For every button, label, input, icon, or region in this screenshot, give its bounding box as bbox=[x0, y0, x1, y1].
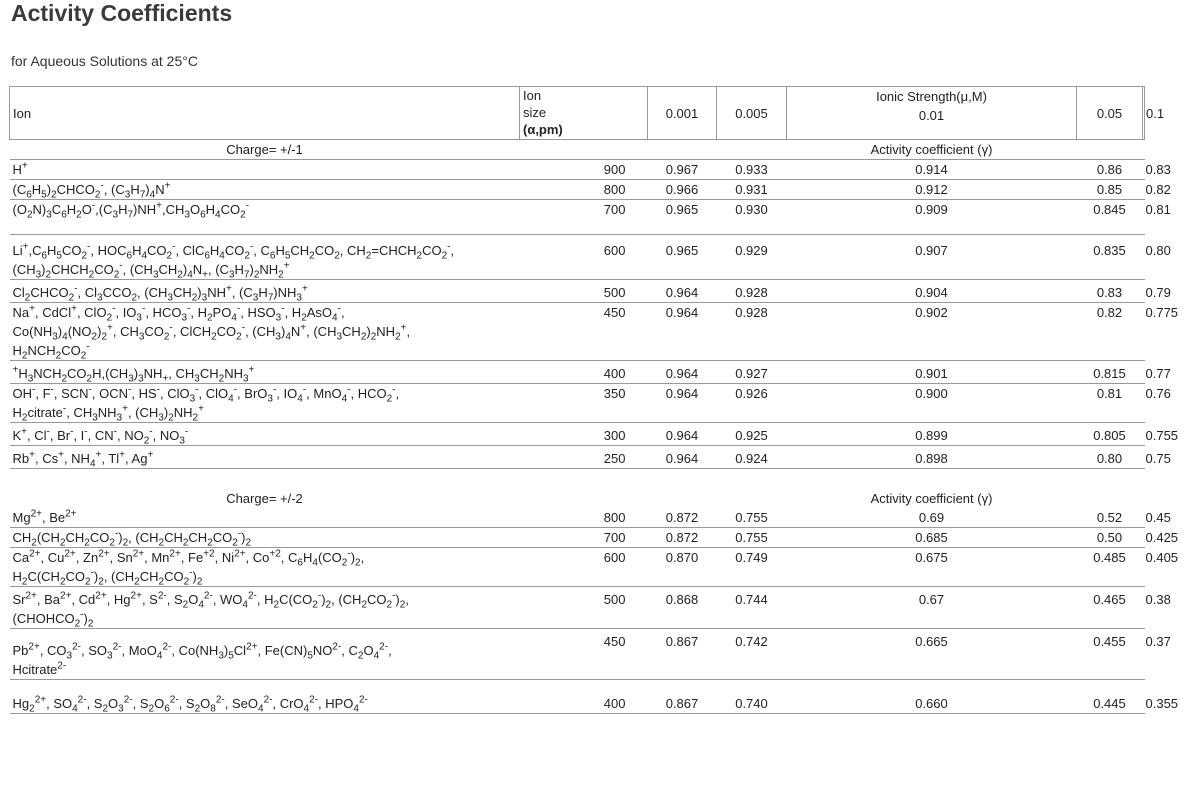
value-cell: 0.909 bbox=[787, 200, 1077, 235]
value-cell: 0.67 bbox=[787, 587, 1077, 629]
value-cell: 0.38 bbox=[1143, 587, 1145, 629]
size-cell: 700 bbox=[520, 528, 648, 548]
value-cell: 0.931 bbox=[717, 180, 787, 200]
size-cell: 500 bbox=[520, 280, 648, 303]
value-cell: 0.902 bbox=[787, 303, 1077, 361]
table-row bbox=[10, 235, 1145, 280]
strength-header-2 bbox=[787, 87, 1077, 140]
table-row bbox=[10, 180, 1145, 200]
value-cell: 0.899 bbox=[787, 423, 1077, 446]
value-cell: 0.901 bbox=[787, 361, 1077, 384]
value-cell: 0.967 bbox=[648, 160, 717, 180]
value-cell: 0.82 bbox=[1077, 303, 1143, 361]
charge1-coef-label: Activity coefficient (γ) bbox=[787, 140, 1077, 160]
table-row bbox=[10, 528, 1145, 548]
value-cell: 0.465 bbox=[1077, 587, 1143, 629]
size-cell: 800 bbox=[520, 508, 648, 528]
strength-header-1: 0.005 bbox=[717, 87, 787, 140]
strength-value-2: 0.01 bbox=[918, 108, 945, 123]
value-cell: 0.355 bbox=[1143, 680, 1145, 714]
value-cell: 0.870 bbox=[648, 548, 717, 587]
strength-header-3: 0.05 bbox=[1077, 87, 1143, 140]
value-cell: 0.964 bbox=[648, 446, 717, 469]
value-cell: 0.964 bbox=[648, 280, 717, 303]
value-cell: 0.925 bbox=[717, 423, 787, 446]
ion-size-header-line1: Ion bbox=[523, 88, 542, 103]
charge2-label: Charge= +/-2 bbox=[226, 491, 303, 506]
ion-cell: $Mg^{2+}$, $Be^{2+}$ bbox=[10, 508, 520, 528]
ion-size-header bbox=[520, 87, 648, 140]
size-cell: 300 bbox=[520, 423, 648, 446]
value-cell: 0.929 bbox=[717, 235, 787, 280]
size-cell: 450 bbox=[520, 629, 648, 680]
ion-cell: OH-, F-, SCN-, OCN-, HS-, ClO$_3$-, ClO$_4$-, BrO$_3$-, $IO_4^-$, MnO$_4$-, $HCO_2^-$, $H_2citrate^-$, $CH_3NH_3^+$, $(CH_3)_2NH_2^+$ bbox=[10, 384, 520, 423]
value-cell: 0.83 bbox=[1077, 280, 1143, 303]
value-cell: 0.405 bbox=[1143, 548, 1145, 587]
value-cell: 0.872 bbox=[648, 528, 717, 548]
size-cell: 600 bbox=[520, 548, 648, 587]
value-cell: 0.86 bbox=[1077, 160, 1143, 180]
value-cell: 0.965 bbox=[648, 235, 717, 280]
value-cell: 0.660 bbox=[787, 680, 1077, 714]
value-cell: 0.912 bbox=[787, 180, 1077, 200]
value-cell: 0.900 bbox=[787, 384, 1077, 423]
value-cell: 0.928 bbox=[717, 280, 787, 303]
value-cell: 0.744 bbox=[717, 587, 787, 629]
value-cell: 0.835 bbox=[1077, 235, 1143, 280]
value-cell: 0.665 bbox=[787, 629, 1077, 680]
value-cell: 0.455 bbox=[1077, 629, 1143, 680]
table-row bbox=[10, 446, 1145, 469]
table-row bbox=[10, 423, 1145, 446]
value-cell: 0.83 bbox=[1143, 160, 1145, 180]
value-cell: 0.755 bbox=[717, 508, 787, 528]
size-cell: 400 bbox=[520, 680, 648, 714]
ion-cell: K+, Cl-, Br-, I-, CN-, $NO_2^-$, $NO_3^-$ bbox=[10, 423, 520, 446]
charge1-label: Charge= +/-1 bbox=[10, 140, 520, 160]
value-cell: 0.928 bbox=[717, 303, 787, 361]
value-cell: 0.964 bbox=[648, 384, 717, 423]
value-cell: 0.685 bbox=[787, 528, 1077, 548]
value-cell: 0.898 bbox=[787, 446, 1077, 469]
value-cell: 0.914 bbox=[787, 160, 1077, 180]
value-cell: 0.868 bbox=[648, 587, 717, 629]
size-cell: 900 bbox=[520, 160, 648, 180]
ion-cell: $CH_2(CH_2CH_2CO_2^-)_2$, $(CH_2CH_2CH_2CO_2^-)_2$ bbox=[10, 528, 520, 548]
value-cell: 0.37 bbox=[1143, 629, 1145, 680]
value-cell: 0.52 bbox=[1077, 508, 1143, 528]
ion-cell: $Pb^{2+}$, $CO_3^{2-}$, $SO_3^{2-}$, MoO$_4^{2-}$, $Co(NH_3)_5Cl^{2+}$, $Fe(CN)_5NO^{2-}$, $C_2O_4^{2-}$, Hcitrate$^{2-}$ bbox=[10, 629, 520, 680]
strength-header-0: 0.001 bbox=[648, 87, 717, 140]
value-cell: 0.425 bbox=[1143, 528, 1145, 548]
page-title: Activity Coefficients bbox=[11, 0, 233, 26]
size-cell: 500 bbox=[520, 587, 648, 629]
ion-cell: $(O_2N)_3C_6H_2O^-,(C_3H_7)NH^+,CH_3O_6H_4CO_2^-$ bbox=[10, 200, 520, 235]
ion-cell: $Cl_2CHCO_2^-$, $Cl_3CCO_2$, $(CH_3CH_2)_3NH^+$, $(C_3H_7)NH_3^+$ bbox=[10, 280, 520, 303]
size-cell: 600 bbox=[520, 235, 648, 280]
ion-cell: $Hg_2^{2+}$, $SO_4^{2-}$, $S_2O_3^{2-}$, $S_2O_6^{2-}$, $S_2O_8^{2-}$, SeO$_4^{2-}$, CrO$_4^{2-}$, $HPO_4^{2-}$ bbox=[10, 680, 520, 714]
page-subtitle: for Aqueous Solutions at 25°C bbox=[11, 53, 198, 69]
ion-cell: $Ca^{2+}$, $Cu^{2+}$, $Zn^{2+}$, $Sn^{2+}$, $Mn^{2+}$, $Fe^{+2}$, $Ni^{2+}$, $Co^{+2}$, $C_6H_4(CO_2^-)_2$, $H_2C(CH_2CO_2^-)_2$, $(CH_2CH_2CO_2^-)_2$ bbox=[10, 548, 520, 587]
table-row bbox=[10, 548, 1145, 587]
charge1-label-row bbox=[10, 140, 1145, 160]
value-cell: 0.81 bbox=[1143, 200, 1145, 235]
value-cell: 0.755 bbox=[717, 528, 787, 548]
ion-cell: $Li^+,C_6H_5CO_2^-$, $HOC_6H_4CO_2^-$, $ClC_6H_4CO_2^-$, $C_6H_5CH_2CO_2$, $CH_2=CHCH_2CO_2^-$, $(CH_3)_2CHCH_2CO_2^-$, $(CH_3CH_2)_4N_+$, $(C_3H_7)_2NH_2^+$ bbox=[10, 235, 520, 280]
charge2-coef-label: Activity coefficient (γ) bbox=[870, 491, 993, 506]
value-cell: 0.872 bbox=[648, 508, 717, 528]
ion-header: Ion bbox=[10, 87, 520, 140]
table-row bbox=[10, 361, 1145, 384]
value-cell: 0.69 bbox=[787, 508, 1077, 528]
table-row bbox=[10, 280, 1145, 303]
ion-size-header-line3: (α,pm) bbox=[523, 122, 563, 137]
ion-cell: Rb+, Cs+, $NH_4^+$, Tl+, Ag+ bbox=[10, 446, 520, 469]
value-cell: 0.775 bbox=[1143, 303, 1145, 361]
value-cell: 0.964 bbox=[648, 423, 717, 446]
table-row bbox=[10, 384, 1145, 423]
value-cell: 0.867 bbox=[648, 680, 717, 714]
value-cell: 0.81 bbox=[1077, 384, 1143, 423]
value-cell: 0.77 bbox=[1143, 361, 1145, 384]
size-cell: 400 bbox=[520, 361, 648, 384]
value-cell: 0.964 bbox=[648, 361, 717, 384]
value-cell: 0.740 bbox=[717, 680, 787, 714]
value-cell: 0.485 bbox=[1077, 548, 1143, 587]
size-cell: 350 bbox=[520, 384, 648, 423]
activity-table bbox=[9, 86, 1179, 715]
table-row bbox=[10, 303, 1145, 361]
value-cell: 0.82 bbox=[1143, 180, 1145, 200]
charge2-label-row bbox=[10, 469, 1145, 509]
table-header bbox=[10, 87, 1145, 140]
ion-cell: Na+, CdCl+, ClO$_2$-, $IO_3^-$, $HCO_3^-$, $H_2PO_4^-$, $HSO_3^-$, $H_2AsO_4^-$, $Co(NH_3)_4(NO_2)_2^+$, $CH_3CO_2^-$, $ClCH_2CO_2^-$, $(CH_3)_4N^+$, $(CH_3CH_2)_2NH_2^+$, $H_2NCH_2CO_2^-$ bbox=[10, 303, 520, 361]
ion-cell: $(C_6H_5)_2CHCO_2^-$, $(C_3H_7)_4N^+$ bbox=[10, 180, 520, 200]
value-cell: 0.926 bbox=[717, 384, 787, 423]
value-cell: 0.805 bbox=[1077, 423, 1143, 446]
table-row bbox=[10, 200, 1145, 235]
strength-header-4: 0.1 bbox=[1143, 87, 1145, 140]
value-cell: 0.815 bbox=[1077, 361, 1143, 384]
value-cell: 0.742 bbox=[717, 629, 787, 680]
value-cell: 0.845 bbox=[1077, 200, 1143, 235]
value-cell: 0.930 bbox=[717, 200, 787, 235]
table-row bbox=[10, 680, 1145, 714]
value-cell: 0.907 bbox=[787, 235, 1077, 280]
ionic-strength-label: Ionic Strength(μ,M) bbox=[876, 89, 987, 104]
size-cell: 800 bbox=[520, 180, 648, 200]
value-cell: 0.924 bbox=[717, 446, 787, 469]
value-cell: 0.964 bbox=[648, 303, 717, 361]
value-cell: 0.966 bbox=[648, 180, 717, 200]
value-cell: 0.927 bbox=[717, 361, 787, 384]
value-cell: 0.675 bbox=[787, 548, 1077, 587]
ion-size-header-line2: size bbox=[523, 105, 547, 120]
ion-cell: $^+H_3NCH_2CO_2H,(CH_3)_3NH_+$, $CH_3CH_2NH_3^+$ bbox=[10, 361, 520, 384]
ion-cell: H+ bbox=[10, 160, 520, 180]
value-cell: 0.50 bbox=[1077, 528, 1143, 548]
value-cell: 0.75 bbox=[1143, 446, 1145, 469]
value-cell: 0.755 bbox=[1143, 423, 1145, 446]
value-cell: 0.933 bbox=[717, 160, 787, 180]
value-cell: 0.867 bbox=[648, 629, 717, 680]
ion-cell: $Sr^{2+}$, $Ba^{2+}$, $Cd^{2+}$, $Hg^{2+}$, $S^{2-}$, $S_2O_4^{2-}$, $WO_4^{2-}$, $H_2C(CO_2^-)_2$, $(CH_2CO_2^-)_2$, $(CHOHCO_2^-)_2$ bbox=[10, 587, 520, 629]
size-cell: 700 bbox=[520, 200, 648, 235]
table-row bbox=[10, 508, 1145, 528]
value-cell: 0.965 bbox=[648, 200, 717, 235]
value-cell: 0.904 bbox=[787, 280, 1077, 303]
table-row bbox=[10, 587, 1145, 629]
size-cell: 250 bbox=[520, 446, 648, 469]
size-cell: 450 bbox=[520, 303, 648, 361]
value-cell: 0.76 bbox=[1143, 384, 1145, 423]
table-row bbox=[10, 160, 1145, 180]
value-cell: 0.80 bbox=[1143, 235, 1145, 280]
value-cell: 0.79 bbox=[1143, 280, 1145, 303]
value-cell: 0.445 bbox=[1077, 680, 1143, 714]
value-cell: 0.749 bbox=[717, 548, 787, 587]
value-cell: 0.85 bbox=[1077, 180, 1143, 200]
table-row bbox=[10, 629, 1145, 680]
value-cell: 0.45 bbox=[1143, 508, 1145, 528]
value-cell: 0.80 bbox=[1077, 446, 1143, 469]
